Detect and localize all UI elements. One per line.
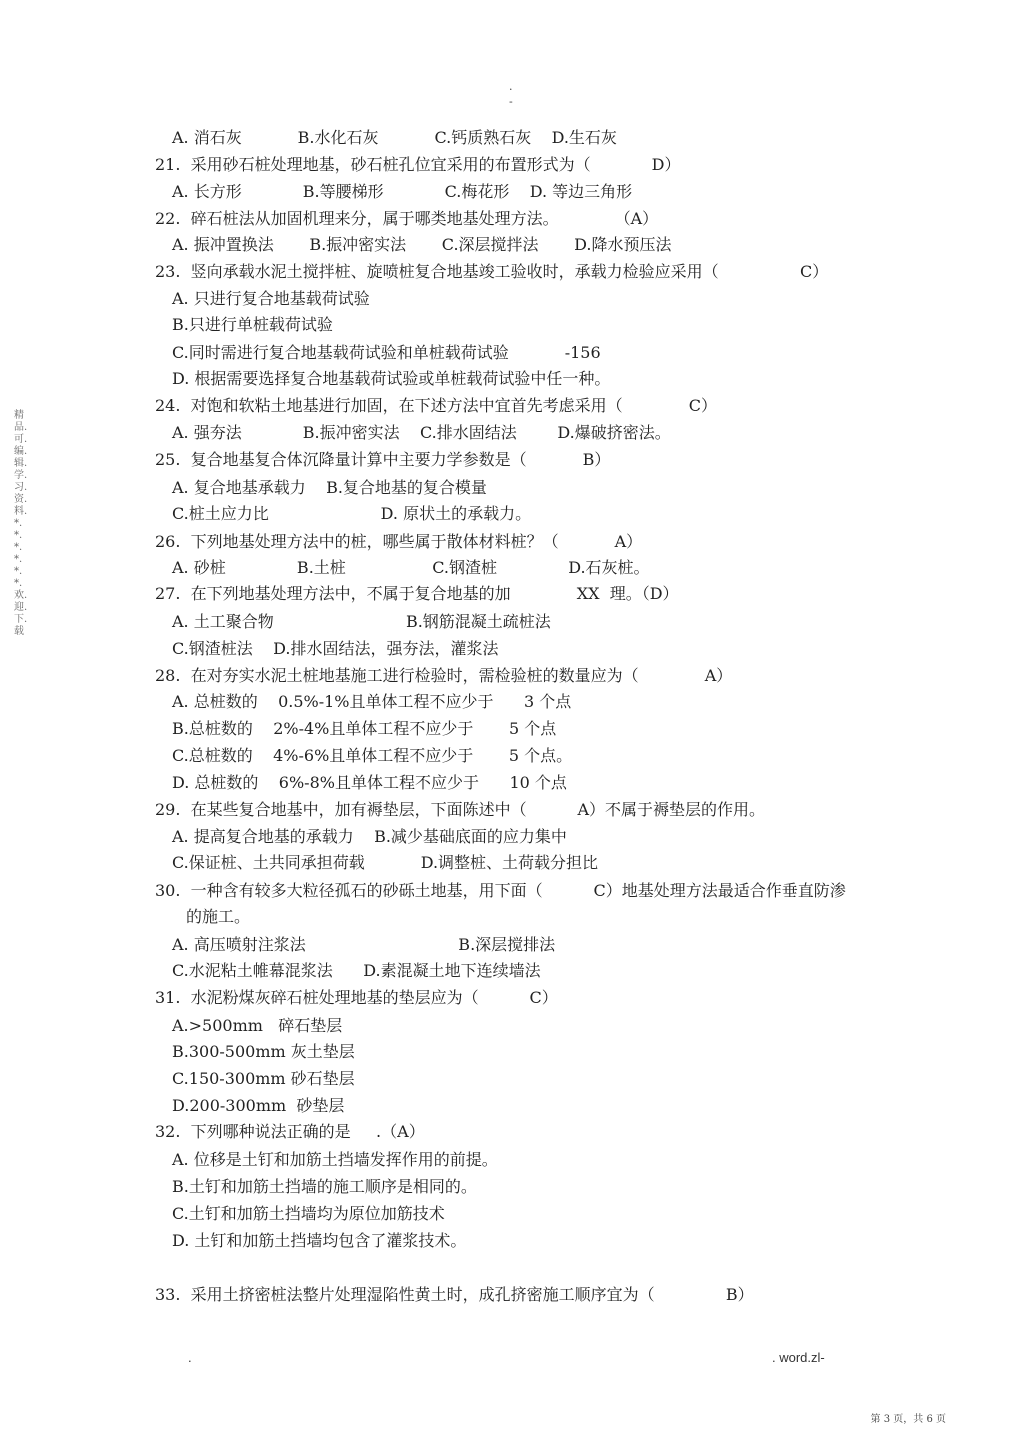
footer-left: . bbox=[188, 1350, 192, 1365]
question-30: 30. 一种含有较多大粒径孤石的砂砾土地基，用下面（ C）地基处理方法最适合作垂直防渗 bbox=[155, 881, 846, 900]
question-22: 22. 碎石桩法从加固机理来分，属于哪类地基处理方法。 （A） bbox=[155, 209, 659, 228]
option-line: D. 土钉和加筋土挡墙均包含了灌浆技术。 bbox=[172, 1231, 467, 1250]
page-number: 第 3 页，共 6 页 bbox=[870, 1414, 946, 1425]
option-line: A. 位移是土钉和加筋土挡墙发挥作用的前提。 bbox=[172, 1150, 498, 1169]
option-line: C.保证桩、土共同承担荷载 D.调整桩、土荷载分担比 bbox=[172, 853, 599, 872]
option-line: A. 复合地基承载力 B.复合地基的复合模量 bbox=[172, 478, 487, 497]
option-line: A.>500mm 碎石垫层 bbox=[172, 1016, 343, 1035]
question-21: 21. 采用砂石桩处理地基，砂石桩孔位宜采用的布置形式为（ D） bbox=[155, 155, 681, 174]
option-line: A. 提高复合地基的承载力 B.减少基础底面的应力集中 bbox=[172, 827, 567, 846]
option-line: C.土钉和加筋土挡墙均为原位加筋技术 bbox=[172, 1204, 445, 1223]
footer-right: . word.zl- bbox=[772, 1350, 825, 1365]
option-line: D. 总桩数的 6%-8%且单体工程不应少于 10 个点 bbox=[172, 773, 567, 792]
option-line: C.同时需进行复合地基载荷试验和单桩载荷试验 -156 bbox=[172, 343, 601, 362]
question-25: 25. 复合地基复合体沉降量计算中主要力学参数是（ B） bbox=[155, 450, 611, 469]
option-line: A. 总桩数的 0.5%-1%且单体工程不应少于 3 个点 bbox=[172, 692, 572, 711]
option-line: B.土钉和加筋土挡墙的施工顺序是相同的。 bbox=[172, 1177, 477, 1196]
side-watermark-text: 精品.可.编.辑.学.习.资.料.*.*.*.*.*.*.欢.迎.下.载 bbox=[14, 410, 28, 637]
option-line: A. 土工聚合物 B.钢筋混凝土疏桩法 bbox=[172, 612, 551, 631]
option-line: A. 只进行复合地基载荷试验 bbox=[172, 289, 370, 308]
option-line: C.总桩数的 4%-6%且单体工程不应少于 5 个点。 bbox=[172, 746, 573, 765]
header-dash: - bbox=[509, 95, 513, 108]
option-line: A. 消石灰 B.水化石灰 C.钙质熟石灰 D.生石灰 bbox=[172, 128, 617, 147]
question-28: 28. 在对夯实水泥土桩地基施工进行检验时，需检验桩的数量应为（ A） bbox=[155, 666, 733, 685]
option-line: A. 砂桩 B.土桩 C.钢渣桩 D.石灰桩。 bbox=[172, 558, 650, 577]
option-line: B.只进行单桩载荷试验 bbox=[172, 315, 333, 334]
question-23: 23. 竖向承载水泥土搅拌桩、旋喷桩复合地基竣工验收时，承载力检验应采用（ C） bbox=[155, 262, 829, 281]
question-32: 32. 下列哪种说法正确的是 .（A） bbox=[155, 1122, 425, 1141]
option-line: B.300-500mm 灰土垫层 bbox=[172, 1042, 355, 1061]
option-line: A. 长方形 B.等腰梯形 C.梅花形 D. 等边三角形 bbox=[172, 182, 633, 201]
option-line: C.水泥粘土帷幕混浆法 D.素混凝土地下连续墙法 bbox=[172, 961, 541, 980]
option-line: C.150-300mm 砂石垫层 bbox=[172, 1069, 355, 1088]
question-24: 24. 对饱和软粘土地基进行加固，在下述方法中宜首先考虑采用（ C） bbox=[155, 396, 717, 415]
option-line: A. 强夯法 B.振冲密实法 C.排水固结法 D.爆破挤密法。 bbox=[172, 423, 671, 442]
header-dot: . bbox=[509, 80, 513, 93]
question-26: 26. 下列地基处理方法中的桩，哪些属于散体材料桩？（ A） bbox=[155, 532, 643, 551]
option-line: B.总桩数的 2%-4%且单体工程不应少于 5 个点 bbox=[172, 719, 557, 738]
option-line: C.桩土应力比 D. 原状土的承载力。 bbox=[172, 504, 532, 523]
option-line: C.钢渣桩法 D.排水固结法，强夯法，灌浆法 bbox=[172, 639, 499, 658]
question-29: 29. 在某些复合地基中，加有褥垫层，下面陈述中（ A）不属于褥垫层的作用。 bbox=[155, 800, 766, 819]
question-31: 31. 水泥粉煤灰碎石桩处理地基的垫层应为（ C） bbox=[155, 988, 558, 1007]
option-line: A. 振冲置换法 B.振冲密实法 C.深层搅拌法 D.降水预压法 bbox=[172, 235, 672, 254]
question-30-continued: 的施工。 bbox=[186, 907, 251, 926]
option-line: A. 高压喷射注浆法 B.深层搅排法 bbox=[172, 935, 556, 954]
question-27: 27. 在下列地基处理方法中，不属于复合地基的加 XX 理。（D） bbox=[155, 584, 679, 603]
option-line: D. 根据需要选择复合地基载荷试验或单桩载荷试验中任一种。 bbox=[172, 369, 611, 388]
option-line: D.200-300mm 砂垫层 bbox=[172, 1096, 345, 1115]
question-33: 33. 采用土挤密桩法整片处理湿陷性黄土时，成孔挤密施工顺序宜为（ B） bbox=[155, 1285, 754, 1304]
